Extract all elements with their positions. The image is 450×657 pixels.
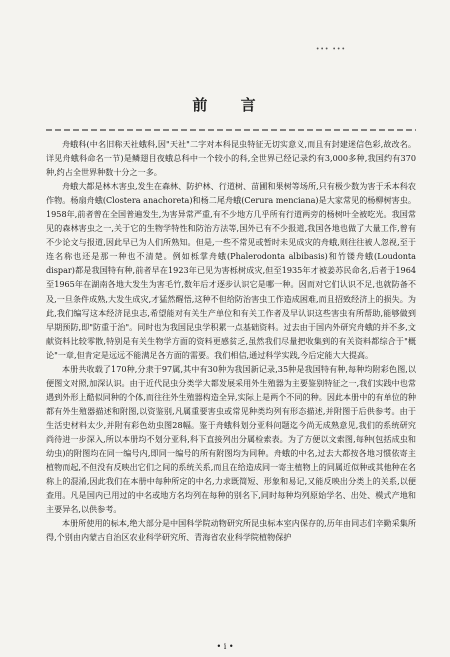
page-title: 前 言 <box>192 96 270 114</box>
paragraph-2: 舟蛾大都是林木害虫,发生在森林、防护林、行道树、苗圃和果树等场所,只有极少数为害于禾本科农作物。杨扇舟蛾(Clostera anachoreta)和杨二尾舟蛾(Cerura menciana)是大家常见的杨柳树害虫。1958年,前者曾在全国普遍发生,为害异常严重,有不少地方几乎所有行道两旁的杨树叶全被吃光。我国常见的森林害虫之一,关于它的生物学特性和防治方法等,国外已有不少报道,我国各地也做了大量工作,曾有不少论文与报道,因此早已为人们所熟知。但是,一些不常见或暂时未见成灾的舟蛾,则往往被人忽视,至于连名称也还是那一种也不清楚。例如栎掌舟蛾(Phalerodonta albibasis)和竹镂舟蛾(Loudonta dispar)都是我国特有种,前者早在1923年已见为害栎树成灾,但至1935年才被姜苏民命名,后者于1964至1965年在湖南各地大发生为害毛竹,数年后才逐步认识它是哪一种。因而对它们认识不足,也就防备不及,一旦条件成熟,大发生成灾,才猛然醒悟,这种不但给防治害虫工作造成困难,而且招致经济上的损失。为此,我们编写这本经济昆虫志,希望能对有关生产单位和有关工作者及早认识这些害虫有所帮助,能够做到早期预防,即"防重于治"。同时也为我国昆虫学积累一点基础资料。过去由于国内外研究舟蛾的并不多,文献资料比较零散,特别是有关生物学方面的资料更感贫乏,虽然我们尽量把收集到的有关资料都综合于"概论"一章,但肯定是远远不能满足各方面的需要。我们相信,通过科学实践,今后定能大大提高。 <box>46 181 416 360</box>
header-mark: ••• ••• <box>315 46 346 53</box>
page-number: • i • <box>216 642 234 651</box>
paragraph-1: 舟蛾科(中名旧称天社蛾科,因"天社"二字对本科昆虫特征无切实意义,而且有封建迷信色彩,故改名。详见舟蛾科命名一节)是鳞翅目夜蛾总科中一个较小的科,全世界已经记录约有3,000多种,我国约有370种,约占全世界种数十分之一多。 <box>46 139 416 178</box>
paragraph-3: 本册共收载了170种,分隶于97属,其中有30种为我国新记录,35种是我国特有种,每种均附彩色图,以便图文对照,加深认识。由于近代昆虫分类学大都发展采用外生殖器为主要鉴别特征之一,我们实践中也常遇到外形上酷似同种的个体,而往往外生殖器构造全异,实际上是两个不同的种。因此本册中的有单位的种都有外生殖器描述和附图,以资鉴别,凡属重要害虫或常见种类均列有形态描述,并附图于后供参考。由于生活史材料太少,并附有彩色幼虫图28幅。鉴于舟蛾科划分亚科问题迄今尚无成熟意见,我们的系统研究尚待进一步深入,所以本册均不划分亚科,科下直接列出分属检索表。为了方便以文索图,每种(包括成虫和幼虫)的附图均在同一编号内,即同一编号的所有附图均为同种。舟蛾的中名,过去大都按各地习惯依寄主植物而起,不但没有反映出它们之间的系统关系,而且在给造成同一寄主植物上的同属近似种或其他种在名称上的混淆,因此我们在本册中每种所定的中名,力求既简短、形象和易记,又能反映出分类上的关系,以便查用。凡是国内已用过的中名或地方名均列在每种的别名下,同时每种均列原始学名、出处、模式产地和主要异名,以供参考。 <box>46 363 416 515</box>
paragraph-4: 本册所使用的标本,绝大部分是中国科学院动物研究所昆虫标本室内保存的,历年由同志们辛勤采集所得,个别由内蒙古自治区农业科学研究所、青海省农业科学院植物保护 <box>46 518 416 543</box>
title-rule <box>46 129 416 131</box>
